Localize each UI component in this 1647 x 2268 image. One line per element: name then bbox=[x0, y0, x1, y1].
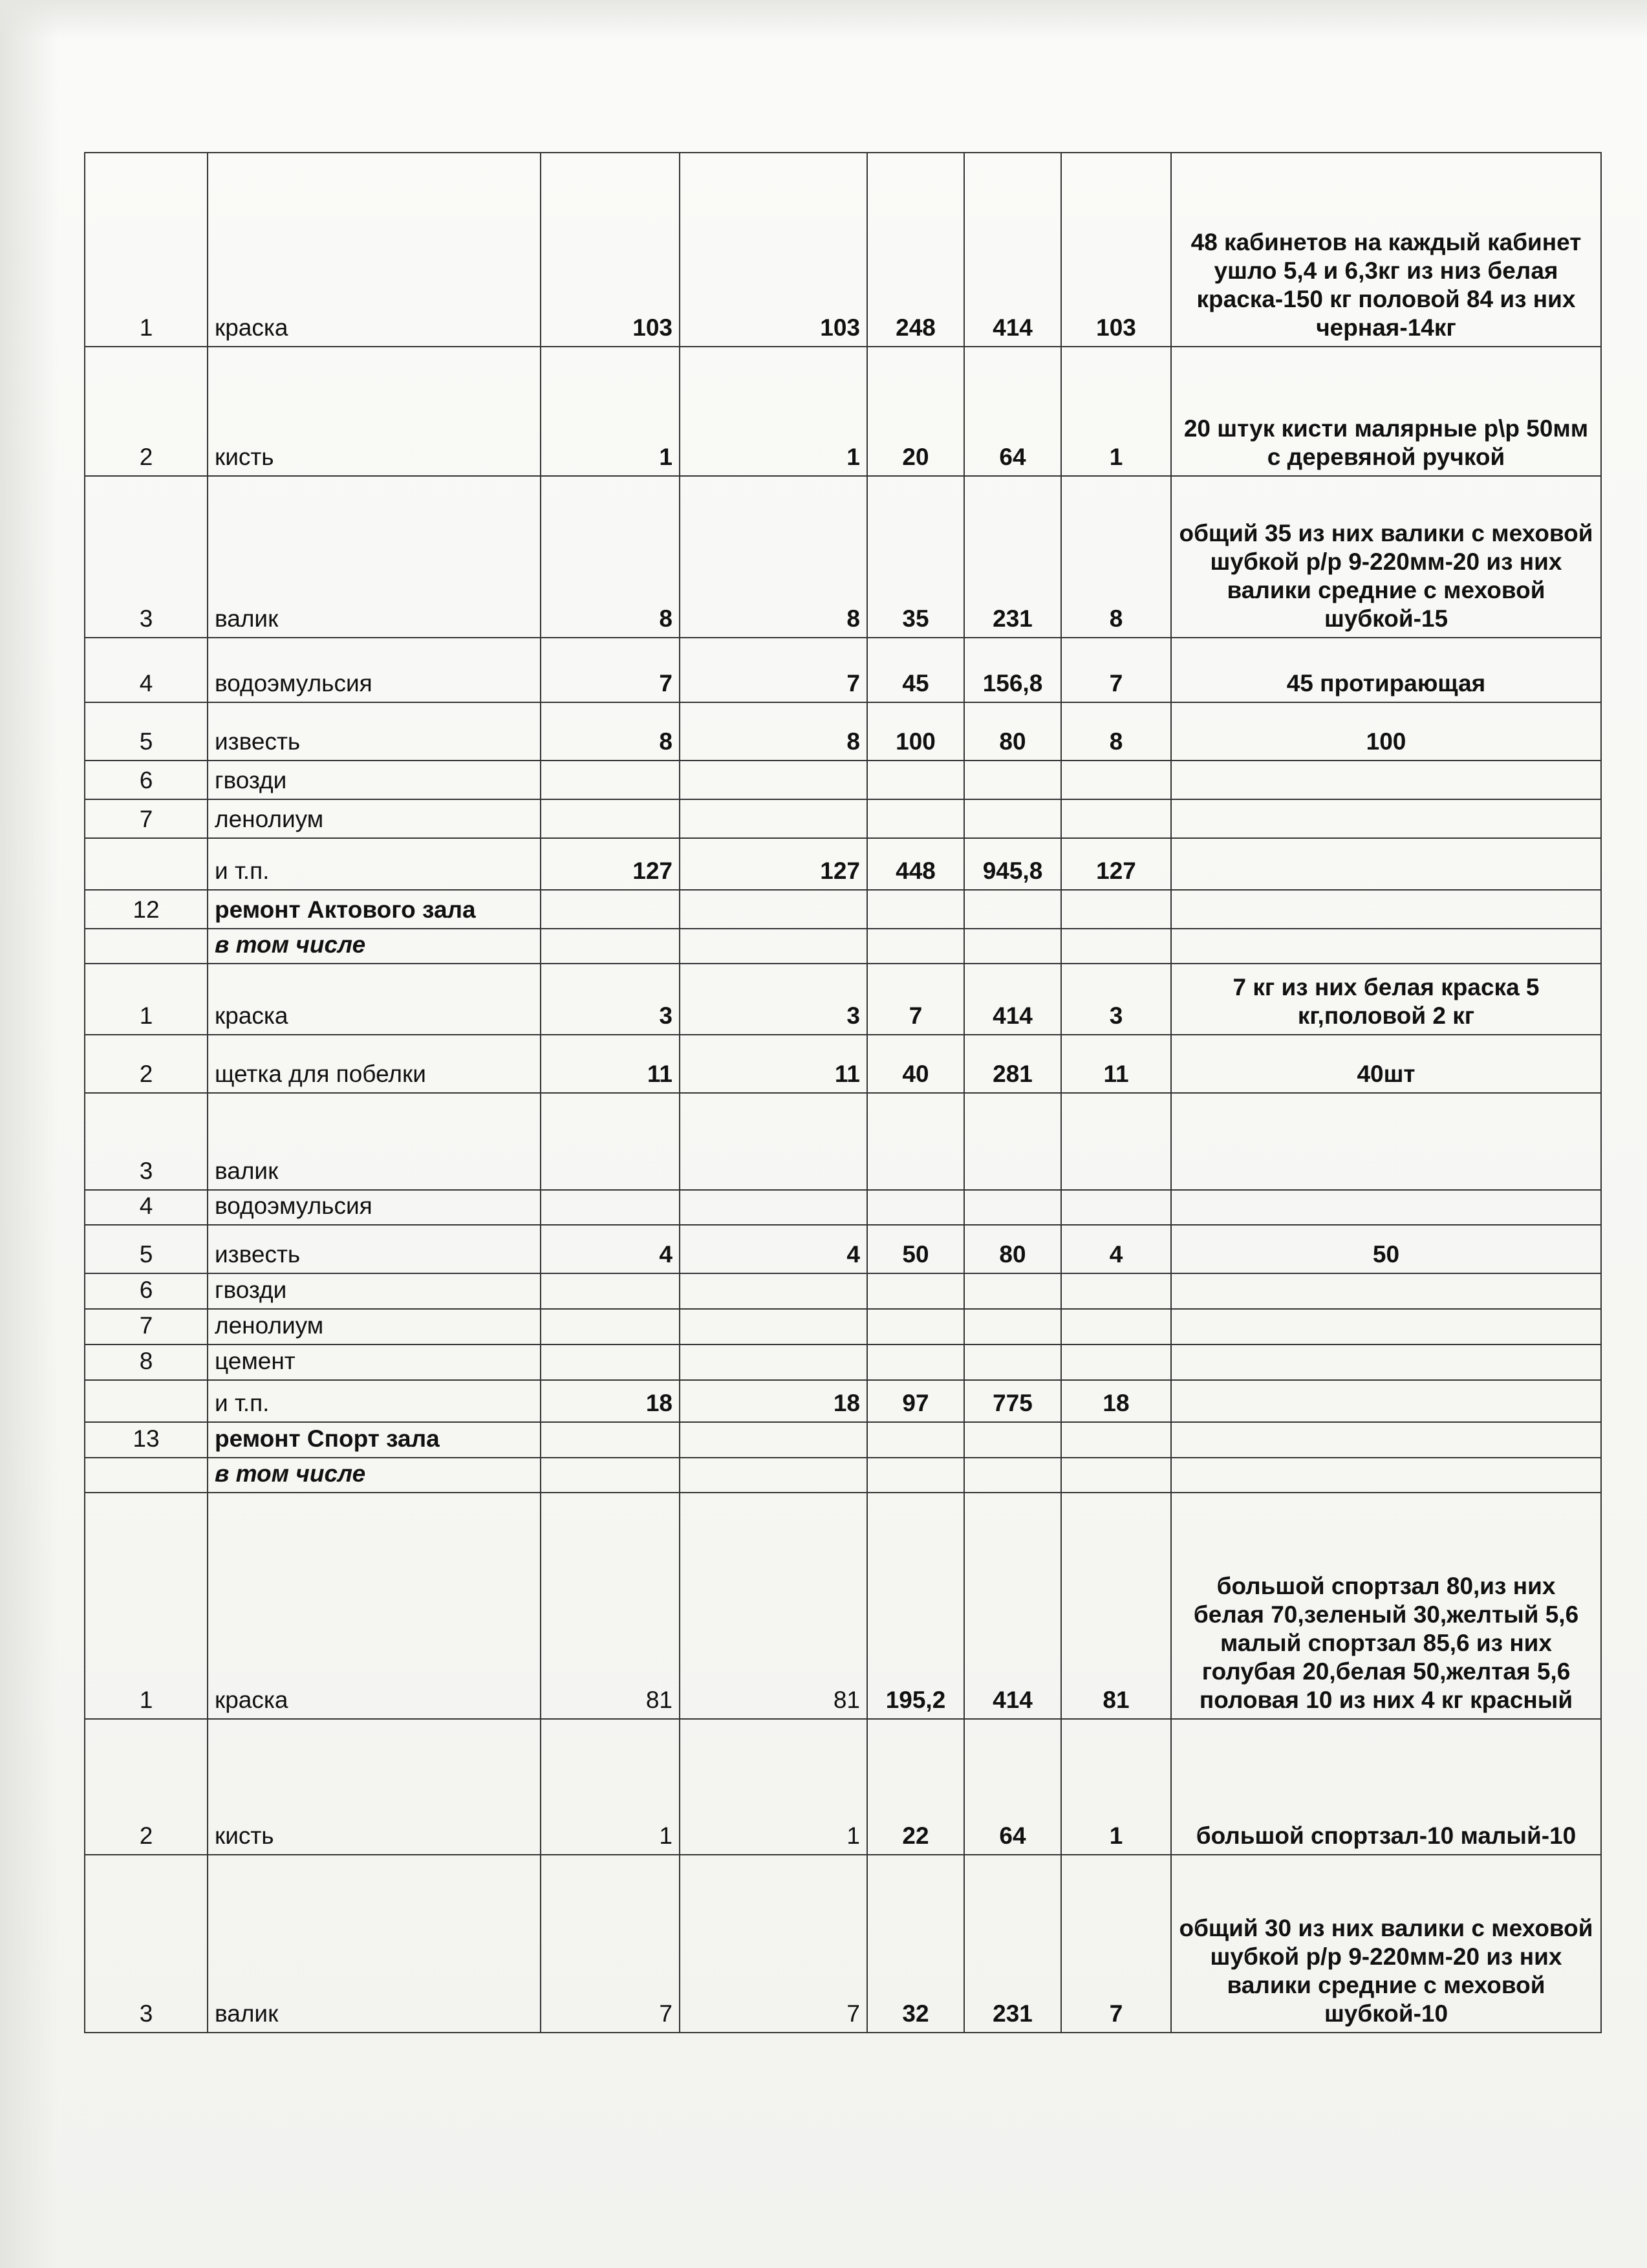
value-cell-2: 7 bbox=[680, 1855, 867, 2033]
row-number-cell: 6 bbox=[85, 761, 208, 799]
value-cell-4: 414 bbox=[964, 153, 1061, 347]
value-cell-2: 103 bbox=[680, 153, 867, 347]
row-number-cell: 12 bbox=[85, 890, 208, 929]
value-cell-1: 7 bbox=[541, 638, 680, 702]
value-cell-3: 50 bbox=[867, 1225, 964, 1273]
note-cell bbox=[1171, 1190, 1601, 1225]
value-cell-4 bbox=[964, 799, 1061, 838]
value-cell-2 bbox=[680, 1345, 867, 1380]
note-cell bbox=[1171, 1093, 1601, 1190]
value-cell-3: 45 bbox=[867, 638, 964, 702]
value-cell-2 bbox=[680, 1458, 867, 1493]
row-number-cell: 1 bbox=[85, 153, 208, 347]
note-cell bbox=[1171, 1422, 1601, 1458]
note-cell: 45 протирающая bbox=[1171, 638, 1601, 702]
table-row bbox=[85, 964, 1601, 1035]
value-cell-2 bbox=[680, 890, 867, 929]
row-number-cell: 4 bbox=[85, 1190, 208, 1225]
note-cell bbox=[1171, 761, 1601, 799]
row-number-cell bbox=[85, 1458, 208, 1493]
value-cell-2: 11 bbox=[680, 1035, 867, 1093]
materials-table bbox=[84, 152, 1602, 2033]
value-cell-2 bbox=[680, 1273, 867, 1309]
value-cell-5 bbox=[1061, 1190, 1171, 1225]
value-cell-5 bbox=[1061, 1309, 1171, 1345]
value-cell-4 bbox=[964, 890, 1061, 929]
value-cell-5 bbox=[1061, 1458, 1171, 1493]
table-row bbox=[85, 1345, 1601, 1380]
value-cell-4: 80 bbox=[964, 1225, 1061, 1273]
row-number-cell: 3 bbox=[85, 1093, 208, 1190]
note-cell: 40шт bbox=[1171, 1035, 1601, 1093]
value-cell-2 bbox=[680, 799, 867, 838]
value-cell-3 bbox=[867, 761, 964, 799]
item-name-cell: известь bbox=[208, 1225, 541, 1273]
value-cell-2 bbox=[680, 929, 867, 964]
value-cell-3: 100 bbox=[867, 702, 964, 761]
value-cell-1 bbox=[541, 1093, 680, 1190]
note-cell bbox=[1171, 799, 1601, 838]
value-cell-3 bbox=[867, 929, 964, 964]
item-name-cell: в том числе bbox=[208, 1458, 541, 1493]
value-cell-1: 18 bbox=[541, 1380, 680, 1422]
note-cell bbox=[1171, 1380, 1601, 1422]
value-cell-4 bbox=[964, 1458, 1061, 1493]
item-name-cell: краска bbox=[208, 153, 541, 347]
item-name-cell: ленолиум bbox=[208, 799, 541, 838]
table-row bbox=[85, 347, 1601, 476]
value-cell-4: 156,8 bbox=[964, 638, 1061, 702]
value-cell-5 bbox=[1061, 799, 1171, 838]
value-cell-1: 1 bbox=[541, 347, 680, 476]
note-cell bbox=[1171, 890, 1601, 929]
value-cell-5: 127 bbox=[1061, 838, 1171, 890]
note-cell bbox=[1171, 1273, 1601, 1309]
paper-edge-shadow bbox=[0, 0, 58, 2268]
value-cell-5: 7 bbox=[1061, 638, 1171, 702]
table-row bbox=[85, 1273, 1601, 1309]
value-cell-1: 103 bbox=[541, 153, 680, 347]
note-cell: 50 bbox=[1171, 1225, 1601, 1273]
table-row bbox=[85, 476, 1601, 638]
item-name-cell: цемент bbox=[208, 1345, 541, 1380]
item-name-cell: щетка для побелки bbox=[208, 1035, 541, 1093]
value-cell-3 bbox=[867, 1093, 964, 1190]
note-cell bbox=[1171, 1345, 1601, 1380]
table-row bbox=[85, 1380, 1601, 1422]
table-row bbox=[85, 638, 1601, 702]
table-row bbox=[85, 890, 1601, 929]
value-cell-4: 80 bbox=[964, 702, 1061, 761]
item-name-cell: краска bbox=[208, 1493, 541, 1719]
value-cell-1 bbox=[541, 890, 680, 929]
value-cell-4 bbox=[964, 1345, 1061, 1380]
item-name-cell: валик bbox=[208, 1855, 541, 2033]
row-number-cell bbox=[85, 838, 208, 890]
value-cell-5 bbox=[1061, 761, 1171, 799]
note-cell bbox=[1171, 1309, 1601, 1345]
note-cell: 48 кабинетов на каждый кабинет ушло 5,4 и 6,3кг из низ белая краска-150 кг половой 84 из них черная-14кг bbox=[1171, 153, 1601, 347]
table-row bbox=[85, 929, 1601, 964]
note-cell: большой спортзал-10 малый-10 bbox=[1171, 1719, 1601, 1855]
value-cell-4 bbox=[964, 1190, 1061, 1225]
value-cell-3: 20 bbox=[867, 347, 964, 476]
value-cell-4 bbox=[964, 1093, 1061, 1190]
table-row bbox=[85, 1093, 1601, 1190]
value-cell-1 bbox=[541, 1345, 680, 1380]
row-number-cell: 1 bbox=[85, 964, 208, 1035]
value-cell-2: 127 bbox=[680, 838, 867, 890]
table-row bbox=[85, 838, 1601, 890]
value-cell-4: 231 bbox=[964, 476, 1061, 638]
value-cell-3 bbox=[867, 1309, 964, 1345]
value-cell-4 bbox=[964, 1309, 1061, 1345]
value-cell-3 bbox=[867, 1273, 964, 1309]
value-cell-5 bbox=[1061, 1345, 1171, 1380]
row-number-cell: 1 bbox=[85, 1493, 208, 1719]
value-cell-1 bbox=[541, 1190, 680, 1225]
value-cell-4 bbox=[964, 1273, 1061, 1309]
value-cell-5: 8 bbox=[1061, 476, 1171, 638]
value-cell-1: 127 bbox=[541, 838, 680, 890]
value-cell-1: 3 bbox=[541, 964, 680, 1035]
row-number-cell: 7 bbox=[85, 799, 208, 838]
value-cell-2: 8 bbox=[680, 702, 867, 761]
value-cell-5 bbox=[1061, 1422, 1171, 1458]
row-number-cell: 2 bbox=[85, 1035, 208, 1093]
item-name-cell: гвозди bbox=[208, 1273, 541, 1309]
table-row bbox=[85, 1493, 1601, 1719]
value-cell-5 bbox=[1061, 890, 1171, 929]
row-number-cell bbox=[85, 929, 208, 964]
value-cell-2: 81 bbox=[680, 1493, 867, 1719]
value-cell-4: 775 bbox=[964, 1380, 1061, 1422]
item-name-cell: валик bbox=[208, 1093, 541, 1190]
row-number-cell: 4 bbox=[85, 638, 208, 702]
value-cell-5 bbox=[1061, 1093, 1171, 1190]
value-cell-5 bbox=[1061, 929, 1171, 964]
value-cell-2: 1 bbox=[680, 347, 867, 476]
value-cell-1 bbox=[541, 1458, 680, 1493]
value-cell-5: 81 bbox=[1061, 1493, 1171, 1719]
row-number-cell bbox=[85, 1380, 208, 1422]
table-row bbox=[85, 1035, 1601, 1093]
row-number-cell: 3 bbox=[85, 476, 208, 638]
value-cell-4: 64 bbox=[964, 347, 1061, 476]
item-name-cell: и т.п. bbox=[208, 1380, 541, 1422]
value-cell-5: 8 bbox=[1061, 702, 1171, 761]
row-number-cell: 5 bbox=[85, 702, 208, 761]
value-cell-5 bbox=[1061, 1273, 1171, 1309]
table-row bbox=[85, 1458, 1601, 1493]
row-number-cell: 13 bbox=[85, 1422, 208, 1458]
item-name-cell: в том числе bbox=[208, 929, 541, 964]
value-cell-3: 195,2 bbox=[867, 1493, 964, 1719]
table-row bbox=[85, 799, 1601, 838]
value-cell-1: 7 bbox=[541, 1855, 680, 2033]
value-cell-2: 8 bbox=[680, 476, 867, 638]
value-cell-2 bbox=[680, 1309, 867, 1345]
value-cell-3: 7 bbox=[867, 964, 964, 1035]
row-number-cell: 7 bbox=[85, 1309, 208, 1345]
value-cell-2 bbox=[680, 1422, 867, 1458]
value-cell-5: 11 bbox=[1061, 1035, 1171, 1093]
value-cell-4: 945,8 bbox=[964, 838, 1061, 890]
value-cell-4: 281 bbox=[964, 1035, 1061, 1093]
value-cell-1: 81 bbox=[541, 1493, 680, 1719]
value-cell-1 bbox=[541, 761, 680, 799]
item-name-cell: ремонт Спорт зала bbox=[208, 1422, 541, 1458]
value-cell-1 bbox=[541, 1309, 680, 1345]
table-row bbox=[85, 153, 1601, 347]
value-cell-2 bbox=[680, 761, 867, 799]
item-name-cell: водоэмульсия bbox=[208, 638, 541, 702]
item-name-cell: известь bbox=[208, 702, 541, 761]
item-name-cell: краска bbox=[208, 964, 541, 1035]
note-cell: 100 bbox=[1171, 702, 1601, 761]
value-cell-3 bbox=[867, 1458, 964, 1493]
value-cell-2 bbox=[680, 1093, 867, 1190]
value-cell-1 bbox=[541, 1273, 680, 1309]
note-cell bbox=[1171, 929, 1601, 964]
value-cell-3 bbox=[867, 1422, 964, 1458]
note-cell: 7 кг из них белая краска 5 кг,половой 2 кг bbox=[1171, 964, 1601, 1035]
item-name-cell: водоэмульсия bbox=[208, 1190, 541, 1225]
value-cell-2: 7 bbox=[680, 638, 867, 702]
value-cell-3: 248 bbox=[867, 153, 964, 347]
value-cell-3 bbox=[867, 1190, 964, 1225]
note-cell: общий 30 из них валики с меховой шубкой р/р 9-220мм-20 из них валики средние с меховой шубкой-10 bbox=[1171, 1855, 1601, 2033]
value-cell-3: 40 bbox=[867, 1035, 964, 1093]
row-number-cell: 2 bbox=[85, 1719, 208, 1855]
value-cell-5: 3 bbox=[1061, 964, 1171, 1035]
value-cell-1: 11 bbox=[541, 1035, 680, 1093]
table-row bbox=[85, 761, 1601, 799]
value-cell-1: 4 bbox=[541, 1225, 680, 1273]
item-name-cell: и т.п. bbox=[208, 838, 541, 890]
row-number-cell: 3 bbox=[85, 1855, 208, 2033]
row-number-cell: 8 bbox=[85, 1345, 208, 1380]
value-cell-1 bbox=[541, 1422, 680, 1458]
row-number-cell: 6 bbox=[85, 1273, 208, 1309]
value-cell-4: 414 bbox=[964, 964, 1061, 1035]
table-row bbox=[85, 1855, 1601, 2033]
value-cell-5: 18 bbox=[1061, 1380, 1171, 1422]
note-cell: большой спортзал 80,из них белая 70,зеленый 30,желтый 5,6 малый спортзал 85,6 из них голубая 20,белая 50,желтая 5,6 половая 10 из них 4 кг красный bbox=[1171, 1493, 1601, 1719]
value-cell-3 bbox=[867, 799, 964, 838]
value-cell-1 bbox=[541, 799, 680, 838]
item-name-cell: валик bbox=[208, 476, 541, 638]
item-name-cell: кисть bbox=[208, 347, 541, 476]
value-cell-4: 64 bbox=[964, 1719, 1061, 1855]
value-cell-5: 7 bbox=[1061, 1855, 1171, 2033]
value-cell-1: 8 bbox=[541, 702, 680, 761]
value-cell-2: 1 bbox=[680, 1719, 867, 1855]
item-name-cell: кисть bbox=[208, 1719, 541, 1855]
value-cell-4: 231 bbox=[964, 1855, 1061, 2033]
table-row bbox=[85, 1190, 1601, 1225]
value-cell-5: 103 bbox=[1061, 153, 1171, 347]
value-cell-3: 97 bbox=[867, 1380, 964, 1422]
table-row bbox=[85, 702, 1601, 761]
row-number-cell: 2 bbox=[85, 347, 208, 476]
value-cell-4 bbox=[964, 929, 1061, 964]
value-cell-3: 448 bbox=[867, 838, 964, 890]
value-cell-3: 32 bbox=[867, 1855, 964, 2033]
table-row bbox=[85, 1422, 1601, 1458]
value-cell-2: 4 bbox=[680, 1225, 867, 1273]
item-name-cell: ремонт Актового зала bbox=[208, 890, 541, 929]
item-name-cell: ленолиум bbox=[208, 1309, 541, 1345]
note-cell bbox=[1171, 838, 1601, 890]
row-number-cell: 5 bbox=[85, 1225, 208, 1273]
note-cell: 20 штук кисти малярные р\р 50мм с деревяной ручкой bbox=[1171, 347, 1601, 476]
note-cell: общий 35 из них валики с меховой шубкой р/р 9-220мм-20 из них валики средние с меховой шубкой-15 bbox=[1171, 476, 1601, 638]
value-cell-1: 1 bbox=[541, 1719, 680, 1855]
value-cell-5: 1 bbox=[1061, 347, 1171, 476]
value-cell-1 bbox=[541, 929, 680, 964]
table-row bbox=[85, 1309, 1601, 1345]
item-name-cell: гвозди bbox=[208, 761, 541, 799]
value-cell-2: 18 bbox=[680, 1380, 867, 1422]
value-cell-5: 4 bbox=[1061, 1225, 1171, 1273]
value-cell-2 bbox=[680, 1190, 867, 1225]
value-cell-4 bbox=[964, 761, 1061, 799]
value-cell-4: 414 bbox=[964, 1493, 1061, 1719]
value-cell-5: 1 bbox=[1061, 1719, 1171, 1855]
value-cell-3: 22 bbox=[867, 1719, 964, 1855]
value-cell-1: 8 bbox=[541, 476, 680, 638]
value-cell-2: 3 bbox=[680, 964, 867, 1035]
value-cell-3 bbox=[867, 1345, 964, 1380]
table-row bbox=[85, 1719, 1601, 1855]
table-row bbox=[85, 1225, 1601, 1273]
paper-top-shadow bbox=[0, 0, 1647, 39]
value-cell-3 bbox=[867, 890, 964, 929]
note-cell bbox=[1171, 1458, 1601, 1493]
value-cell-3: 35 bbox=[867, 476, 964, 638]
value-cell-4 bbox=[964, 1422, 1061, 1458]
